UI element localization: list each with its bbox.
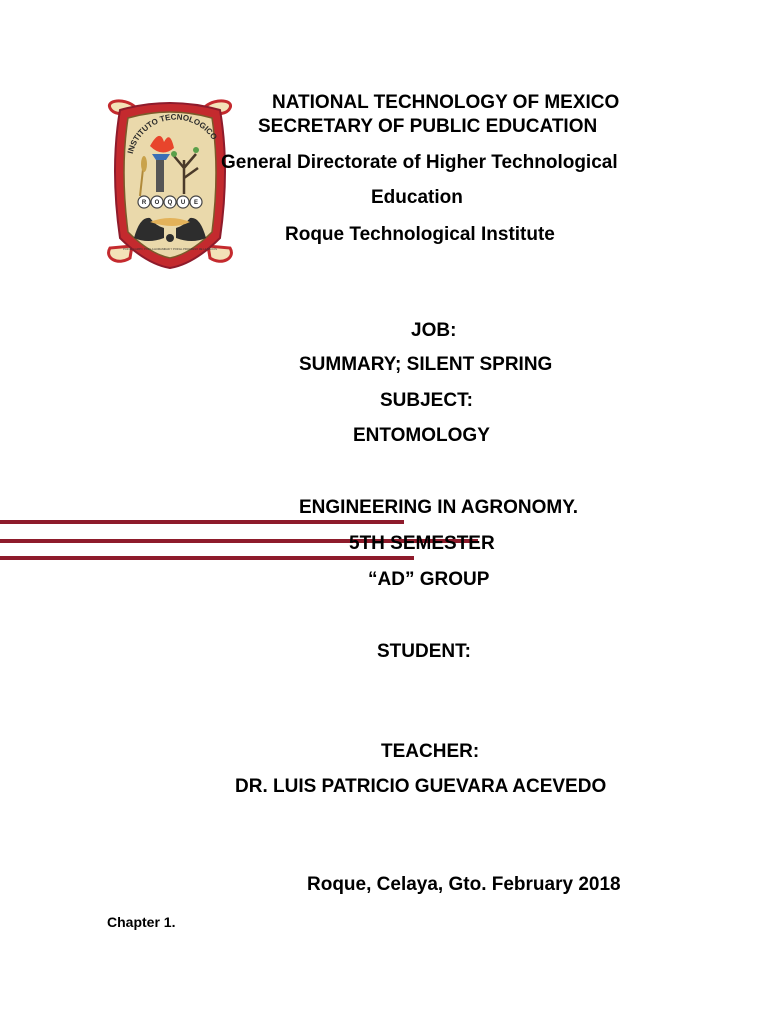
job-value: SUMMARY; SILENT SPRING [299,354,553,375]
seal-letter: O [154,200,160,206]
decorative-rule [0,520,404,524]
seal-letter: Q [167,200,173,206]
program-name: ENGINEERING IN AGRONOMY. [299,497,579,518]
semester: 5TH SEMESTER [349,533,495,554]
header-line-1: NATIONAL TECHNOLOGY OF MEXICO [272,92,620,113]
seal-arc-text: INSTITUTO TECNOLOGICO [125,112,219,155]
chapter-heading: Chapter 1. [107,914,176,930]
header-line-3: General Directorate of Higher Technological [221,152,618,173]
wheat-icon [141,156,147,172]
job-label: JOB: [411,320,457,341]
header-line-4: Education [371,187,463,208]
seal-letter: U [180,200,186,206]
teacher-name: DR. LUIS PATRICIO GUEVARA ACEVEDO [235,776,607,797]
torch-icon [156,158,164,192]
institute-seal-logo [104,98,236,270]
header-line-5: Roque Technological Institute [285,224,555,245]
teacher-label: TEACHER: [381,741,480,762]
seal-letter: E [193,200,199,206]
seal-letter: R [141,200,147,206]
student-label: STUDENT: [377,641,471,662]
place-date: Roque, Celaya, Gto. February 2018 [307,874,621,895]
subject-label: SUBJECT: [380,390,473,411]
header-line-2: SECRETARY OF PUBLIC EDUCATION [258,116,598,137]
subject-value: ENTOMOLOGY [353,425,490,446]
decorative-rule [0,556,414,560]
group: “AD” GROUP [368,569,490,590]
seal-motto: POR EL CAMPO, POR LA HUMANIDAD Y POR EL PROGRESO DE LA NACIÓN [123,248,217,251]
